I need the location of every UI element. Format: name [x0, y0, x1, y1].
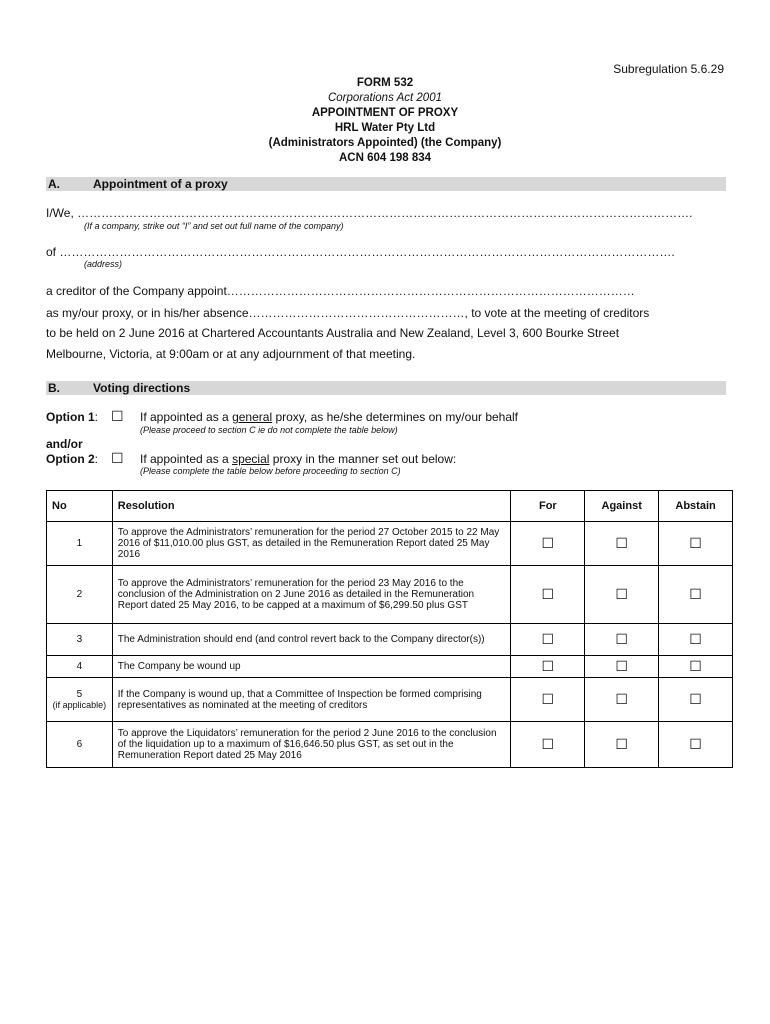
company-name: HRL Water Pty Ltd: [334, 122, 436, 134]
resolutions-table: [46, 490, 733, 768]
address-note: (address): [84, 259, 123, 269]
of-label: of: [46, 245, 60, 259]
resolution-text: To approve the Liquidators’ remuneration for the period 2 June 2016 to the conclusion of the liquidation up to a maximum of $16,646.50 plus GST, as set out in the Remuneration Report dated 25 May 2016: [112, 722, 511, 768]
form-number: FORM 532: [356, 77, 414, 89]
abstain-checkbox[interactable]: ☐: [659, 656, 733, 678]
header-no: No: [47, 491, 113, 522]
company-status: (Administrators Appointed) (the Company): [268, 137, 502, 149]
table-row: [47, 522, 733, 566]
row-number: 2: [47, 566, 113, 624]
address-field[interactable]: ……………………………………………………………………………………………………………………………………….: [59, 245, 675, 259]
iwe-field[interactable]: ……………………………………………………………………………………………………………………………………….: [77, 206, 693, 220]
proxy-line[interactable]: as my/our proxy, or in his/her absence………………………………………………, to vote at the meeting of creditors: [46, 306, 650, 320]
resolution-text: If the Company is wound up, that a Committee of Inspection be formed comprising representatives as nominated at the meeting of creditors: [112, 678, 511, 722]
against-checkbox[interactable]: ☐: [585, 624, 659, 656]
iwe-line[interactable]: [46, 206, 692, 220]
resolution-text: To approve the Administrators’ remuneration for the period 23 May 2016 to the conclusion of the Administration on 2 June 2016 as detailed in the Remuneration Report dated 25 May 2016, to be capped at a maximum of $6,299.50 plus GST: [112, 566, 511, 624]
section-a-title: Appointment of a proxy: [93, 177, 228, 191]
abstain-checkbox[interactable]: ☐: [659, 624, 733, 656]
option-2-label: Option 2:: [46, 452, 99, 466]
header-against: Against: [585, 491, 659, 522]
row-number: 6: [47, 722, 113, 768]
table-header-row: [47, 491, 733, 522]
option-1-checkbox[interactable]: ☐: [111, 408, 124, 424]
option-1-label: Option 1:: [46, 410, 99, 424]
row-number: 3: [47, 624, 113, 656]
header-abstain: Abstain: [659, 491, 733, 522]
table-row: [47, 722, 733, 768]
option-2-checkbox[interactable]: ☐: [111, 450, 124, 466]
subregulation-label: Subregulation 5.6.29: [613, 62, 724, 76]
section-a-letter: A.: [48, 177, 60, 191]
table-row: [47, 678, 733, 722]
against-checkbox[interactable]: ☐: [585, 722, 659, 768]
option-2-note: (Please complete the table below before proceeding to section C): [140, 466, 401, 476]
resolution-text: To approve the Administrators’ remuneration for the period 27 October 2015 to 22 May 2016 of $11,010.00 plus GST, as detailed in the Remuneration Report dated 25 May 2016: [112, 522, 511, 566]
form-header: [0, 76, 770, 166]
row-number: 5: [76, 688, 83, 700]
and-or-label: and/or: [46, 437, 83, 451]
option-2-text: If appointed as a special proxy in the manner set out below:: [140, 452, 457, 466]
abstain-checkbox[interactable]: ☐: [659, 722, 733, 768]
option-1-note: (Please proceed to section C ie do not complete the table below): [140, 425, 398, 435]
table-row: [47, 566, 733, 624]
for-checkbox[interactable]: ☐: [511, 624, 585, 656]
header-resolution: Resolution: [112, 491, 511, 522]
row-number-cell: [47, 678, 113, 722]
iwe-note: (If a company, strike out “I” and set out full name of the company): [84, 221, 344, 231]
against-checkbox[interactable]: ☐: [585, 656, 659, 678]
meeting-venue-line: to be held on 2 June 2016 at Chartered Accountants Australia and New Zealand, Level 3, 600 Bourke Street: [46, 326, 620, 340]
against-checkbox[interactable]: ☐: [585, 678, 659, 722]
for-checkbox[interactable]: ☐: [511, 722, 585, 768]
meeting-time-line: Melbourne, Victoria, at 9:00am or at any adjournment of that meeting.: [46, 347, 416, 361]
table-row: [47, 624, 733, 656]
row-number: 4: [47, 656, 113, 678]
company-acn: ACN 604 198 834: [338, 152, 432, 164]
resolution-text: The Company be wound up: [112, 656, 511, 678]
section-b-title: Voting directions: [93, 381, 191, 395]
for-checkbox[interactable]: ☐: [511, 522, 585, 566]
row-number: 1: [47, 522, 113, 566]
section-a-heading: [46, 177, 726, 191]
table-row: [47, 656, 733, 678]
header-for: For: [511, 491, 585, 522]
form-title: APPOINTMENT OF PROXY: [311, 107, 459, 119]
abstain-checkbox[interactable]: ☐: [659, 522, 733, 566]
of-line[interactable]: [46, 245, 675, 259]
for-checkbox[interactable]: ☐: [511, 566, 585, 624]
iwe-label: I/We,: [46, 206, 78, 220]
section-b-heading: [46, 381, 726, 395]
creditor-line[interactable]: a creditor of the Company appoint…………………………………………………………………………………………: [46, 284, 635, 298]
section-b-letter: B.: [48, 381, 60, 395]
for-checkbox[interactable]: ☐: [511, 678, 585, 722]
against-checkbox[interactable]: ☐: [585, 522, 659, 566]
for-checkbox[interactable]: ☐: [511, 656, 585, 678]
option-1-text: If appointed as a general proxy, as he/she determines on my/our behalf: [140, 410, 519, 424]
against-checkbox[interactable]: ☐: [585, 566, 659, 624]
abstain-checkbox[interactable]: ☐: [659, 678, 733, 722]
abstain-checkbox[interactable]: ☐: [659, 566, 733, 624]
act-name: Corporations Act 2001: [327, 92, 442, 104]
row-number-qualifier: (if applicable): [52, 699, 107, 710]
resolution-text: The Administration should end (and control revert back to the Company director(s)): [112, 624, 511, 656]
